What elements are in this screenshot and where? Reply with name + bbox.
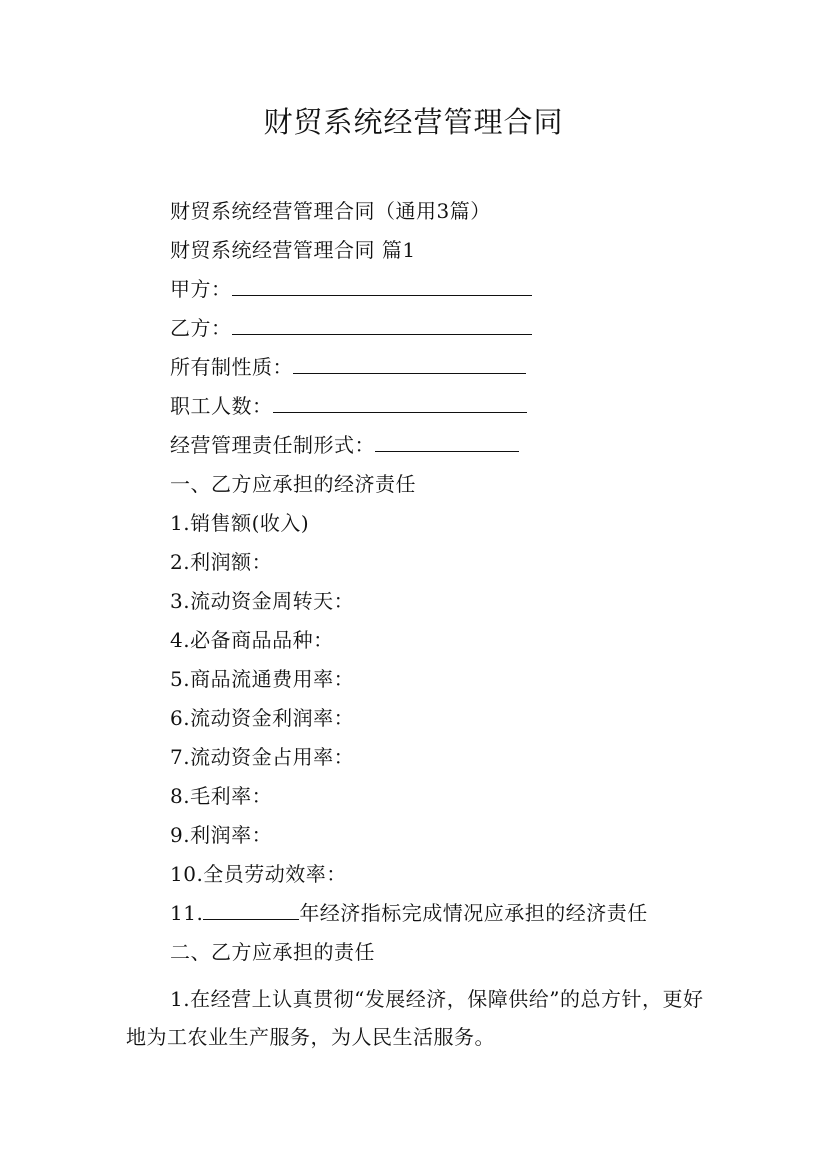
section-two-paragraph: 1.在经营上认真贯彻“发展经济，保障供给”的总方针，更好地为工农业生产服务，为人民生活服务。 [126,987,704,1049]
section-two-heading: 二、乙方应承担的责任 [170,940,375,964]
list-item: 9.利润率： [170,823,273,847]
list-item-11 [170,901,648,925]
list-item: 3.流动资金周转天： [170,589,355,613]
part-heading: 财贸系统经营管理合同 篇1 [170,238,416,262]
party-a-label: 甲方： [170,277,232,301]
responsibility-form-blank [375,433,519,452]
employees-blank [273,394,527,413]
list-item: 4.必备商品品种： [170,628,334,652]
item-11-blank [203,901,299,920]
party-b-label: 乙方： [170,316,232,340]
responsibility-form-label: 经营管理责任制形式： [170,433,375,457]
document-subtitle: 财贸系统经营管理合同（通用3篇） [170,199,491,223]
section-one-heading: 一、乙方应承担的经济责任 [170,472,416,496]
ownership-label: 所有制性质： [170,355,293,379]
list-item: 1.销售额(收入) [170,511,310,535]
list-item: 8.毛利率： [170,784,273,808]
list-item: 6.流动资金利润率： [170,706,355,730]
party-a-line [170,277,532,301]
party-a-blank [232,277,532,296]
item-11-prefix: 11. [170,901,204,925]
item-11-suffix: 年经济指标完成情况应承担的经济责任 [299,901,648,925]
ownership-blank [293,355,526,374]
employees-label: 职工人数： [170,394,273,418]
employees-line [170,394,527,418]
party-b-blank [232,316,532,335]
responsibility-form-line [170,433,519,457]
list-item: 7.流动资金占用率： [170,745,355,769]
list-item: 5.商品流通费用率： [170,667,355,691]
list-item: 10.全员劳动效率： [170,862,347,886]
page-title: 财贸系统经营管理合同 [263,105,564,139]
party-b-line [170,316,532,340]
ownership-line [170,355,526,379]
list-item: 2.利润额： [170,550,273,574]
